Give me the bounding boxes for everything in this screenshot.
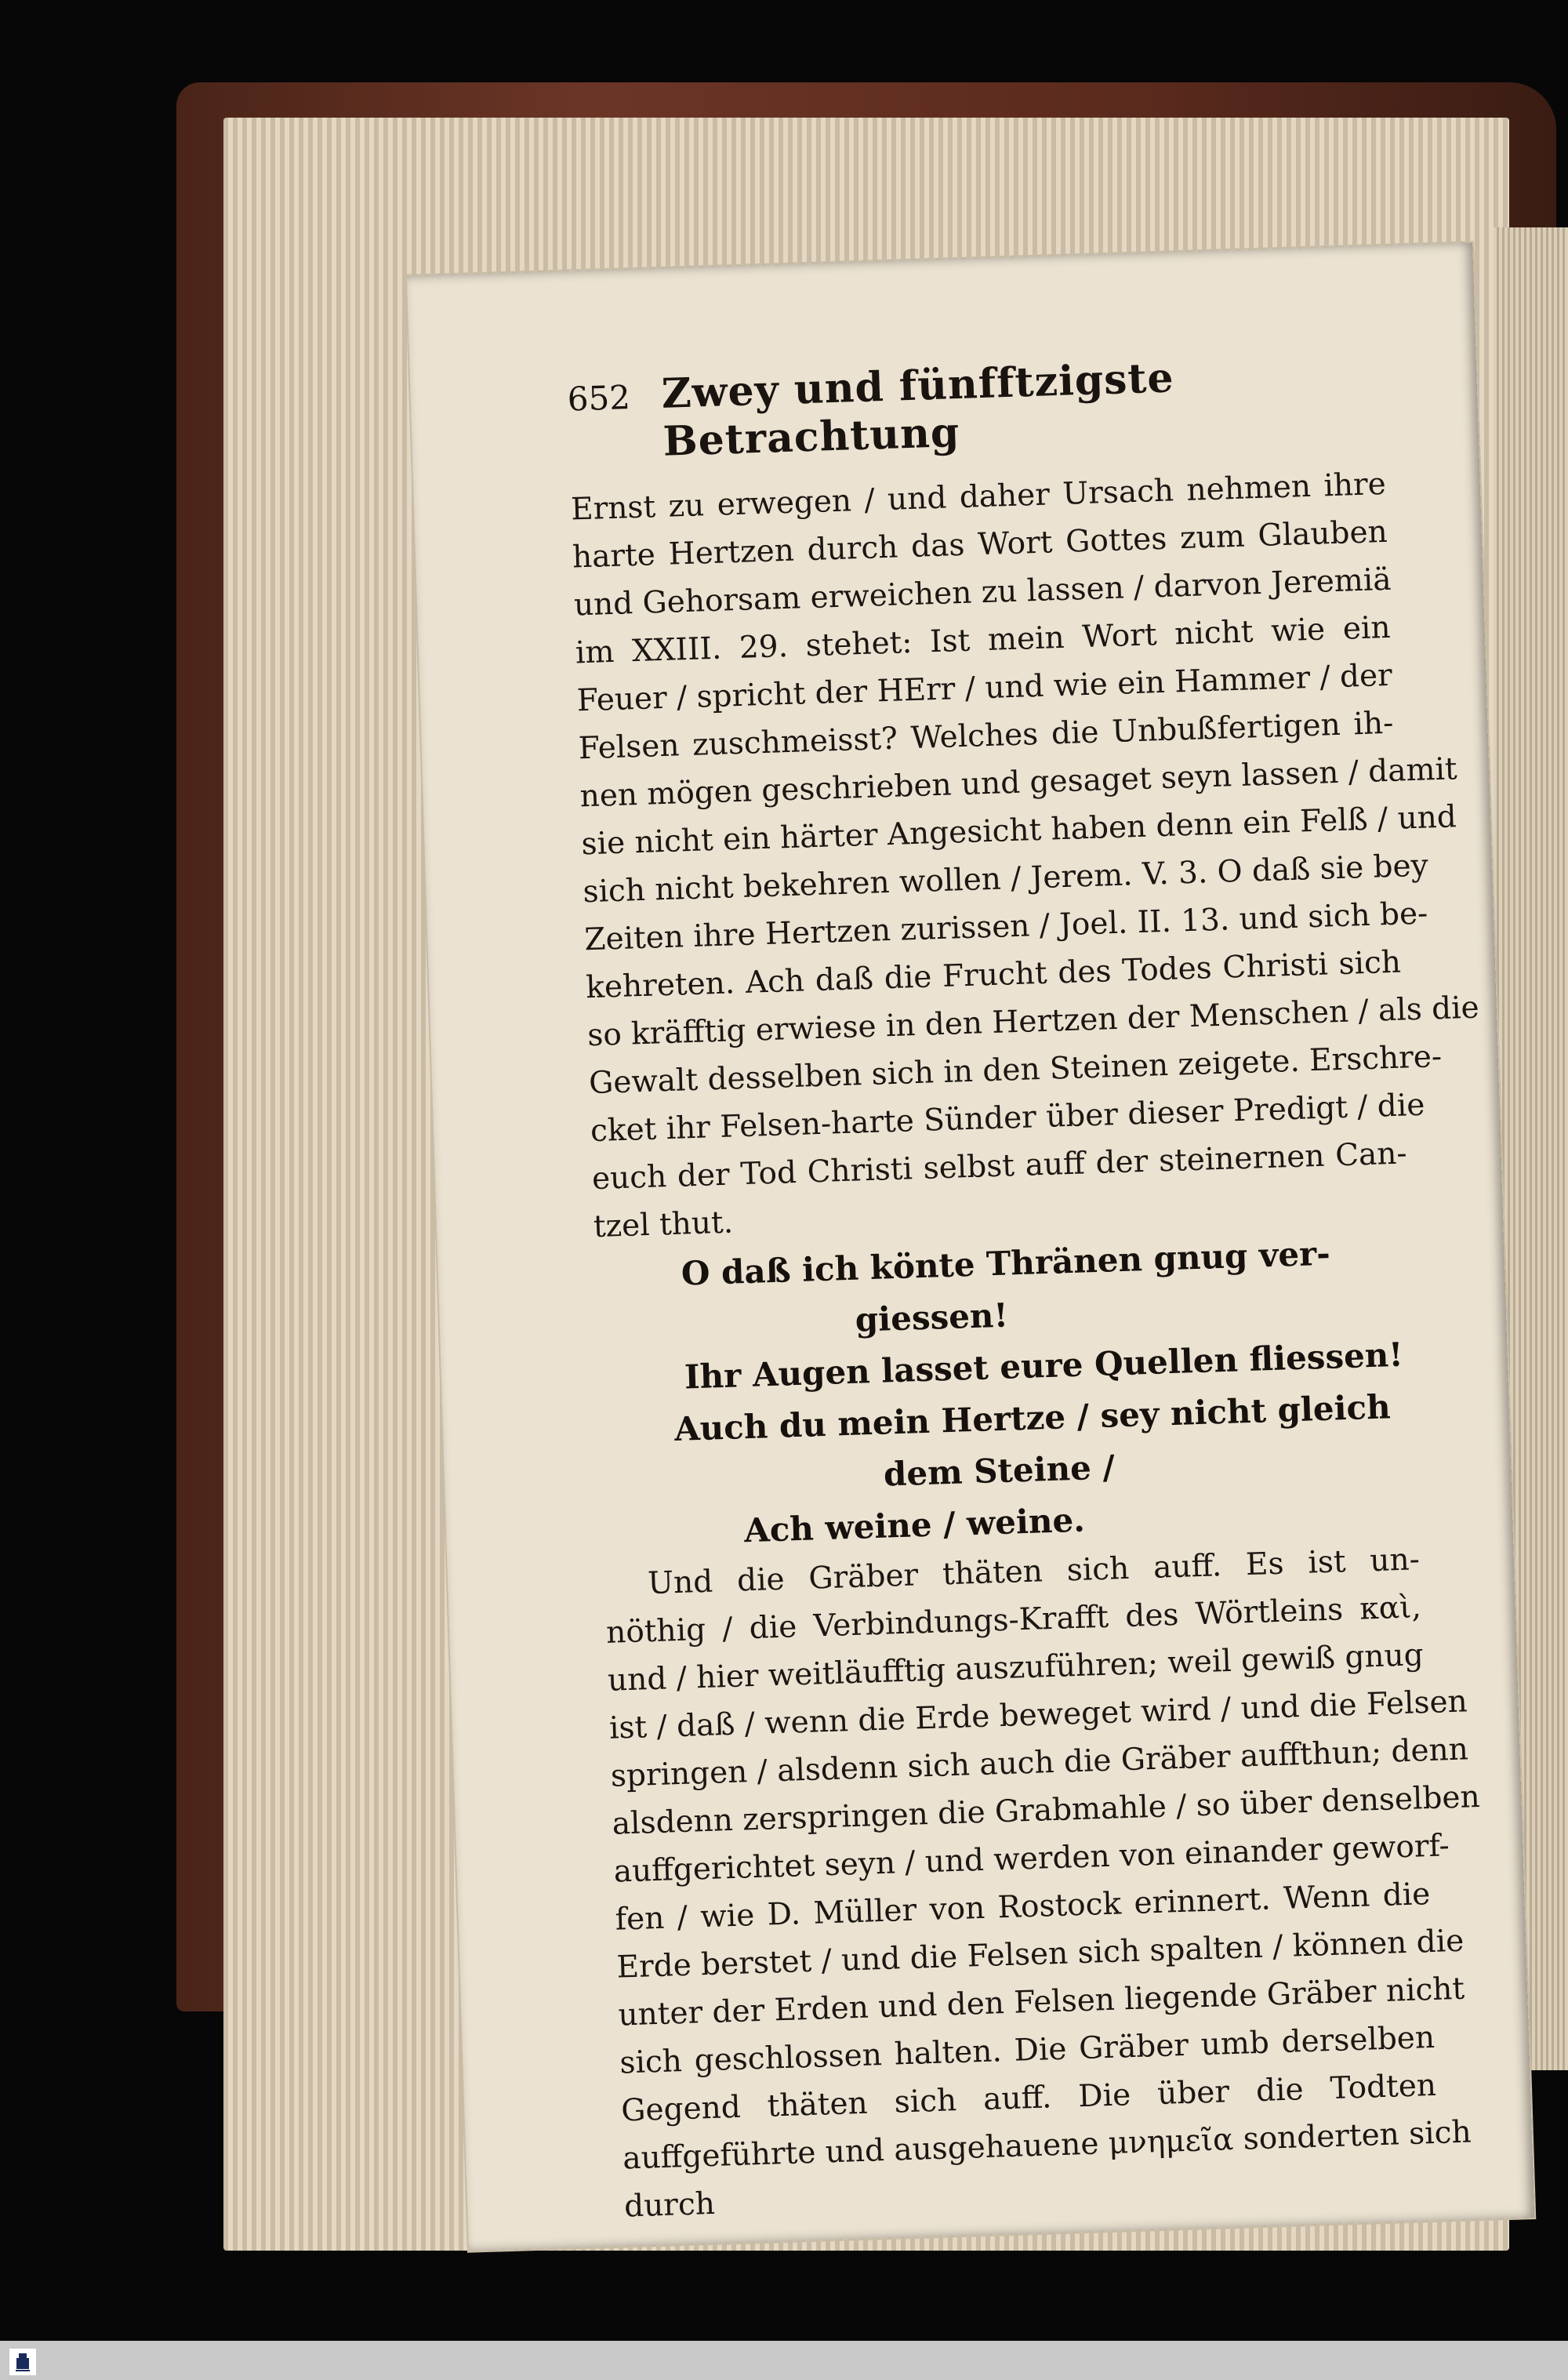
text-line: Erde berstet / und die Felsen sich spalten / können die xyxy=(615,1923,1465,1986)
text-line: euch der Tod Christi selbst auff der steinernen Can- xyxy=(591,1135,1408,1197)
text-line: sie nicht ein härter Angesicht haben denn ein Felß / und xyxy=(580,799,1457,863)
text-line: sich geschlossen halten. Die Gräber umb derselben xyxy=(619,2019,1436,2081)
text-line: springen / alsdenn sich auch die Gräber auffthun; denn xyxy=(610,1731,1469,1794)
viewer-footer-bar xyxy=(0,2341,1568,2380)
page-number: 652 xyxy=(567,378,631,419)
verse-line: Auch du mein Hertze / sey nicht gleich xyxy=(673,1387,1392,1448)
text-line: auffgeführte und ausgehauene μνημεῖα sonderten sich xyxy=(622,2114,1472,2177)
text-line: tzel thut. xyxy=(593,1205,734,1245)
verse-line: Ach weine / weine. xyxy=(743,1500,1086,1550)
text-line: und Gehorsam erweichen zu lassen / darvon Jeremiä xyxy=(573,561,1392,623)
text-line: Gewalt desselben sich in den Steinen zeigete. Erschre- xyxy=(588,1039,1443,1102)
text-line: kehreten. Ach daß die Frucht des Todes Christi sich xyxy=(585,944,1402,1006)
text-line: Zeiten ihre Hertzen zurissen / Joel. II. 13. und sich be- xyxy=(583,896,1428,958)
verse-line: dem Steine / xyxy=(883,1448,1116,1494)
running-title: Zwey und fünfftzigste Betrachtung xyxy=(660,354,1175,466)
text-line: ist / daß / wenn die Erde beweget wird / und die Felsen xyxy=(608,1684,1468,1746)
text-line: Ernst zu erwegen / und daher Ursach nehmen ihre xyxy=(570,466,1387,528)
page-header xyxy=(567,347,1385,469)
text-line: alsdenn zerspringen die Grabmahle / so über denselben xyxy=(612,1779,1481,1842)
text-line: unter der Erden und den Felsen liegende Gräber nicht xyxy=(617,1971,1465,2033)
catchword: durch xyxy=(623,2186,716,2225)
book-page xyxy=(407,242,1534,2251)
paragraph-1 xyxy=(570,460,1480,1251)
text-line: Und die Gräber thäten sich auff. Es ist un- xyxy=(647,1542,1421,1602)
library-logo-icon xyxy=(9,2349,36,2375)
text-line: cket ihr Felsen-harte Sünder über dieser Predigt / die xyxy=(590,1087,1426,1150)
text-line: nen mögen geschrieben und gesaget seyn lassen / damit xyxy=(579,751,1458,815)
text-line: so kräfftig erwiese in den Hertzen der Menschen / als die xyxy=(586,990,1480,1054)
text-line: Felsen zuschmeisst? Welches die Unbußfertigen ih- xyxy=(578,705,1394,767)
text-line: harte Hertzen durch das Wort Gottes zum Glauben xyxy=(572,514,1388,576)
verse-line: giessen! xyxy=(855,1295,1009,1339)
text-line: und / hier weitläufftig auszuführen; weil gewiß gnug xyxy=(607,1637,1425,1699)
text-line: im XXIII. 29. stehet: Ist mein Wort nicht wie ein xyxy=(575,609,1392,671)
text-line: fen / wie D. Müller von Rostock erinnert. Wenn die xyxy=(615,1877,1431,1938)
verse-line: O daß ich könte Thränen gnug ver- xyxy=(681,1234,1331,1293)
verse-line: Ihr Augen lasset eure Quellen fliessen! xyxy=(684,1335,1404,1397)
text-line: Feuer / spricht der HErr / und wie ein Hammer / der xyxy=(576,657,1393,719)
text-block xyxy=(567,347,1481,2230)
verse-block xyxy=(594,1225,1419,1561)
text-line: Gegend thäten sich auff. Die über die Todten xyxy=(620,2067,1437,2129)
text-line: auffgerichtet seyn / und werden von einander geworf- xyxy=(613,1828,1450,1890)
paragraph-2 xyxy=(604,1535,1481,2230)
text-line: sich nicht bekehren wollen / Jerem. V. 3. O daß sie bey xyxy=(582,848,1429,910)
text-line: nöthig / die Verbindungs-Krafft des Wörtleins καὶ, xyxy=(605,1590,1422,1651)
